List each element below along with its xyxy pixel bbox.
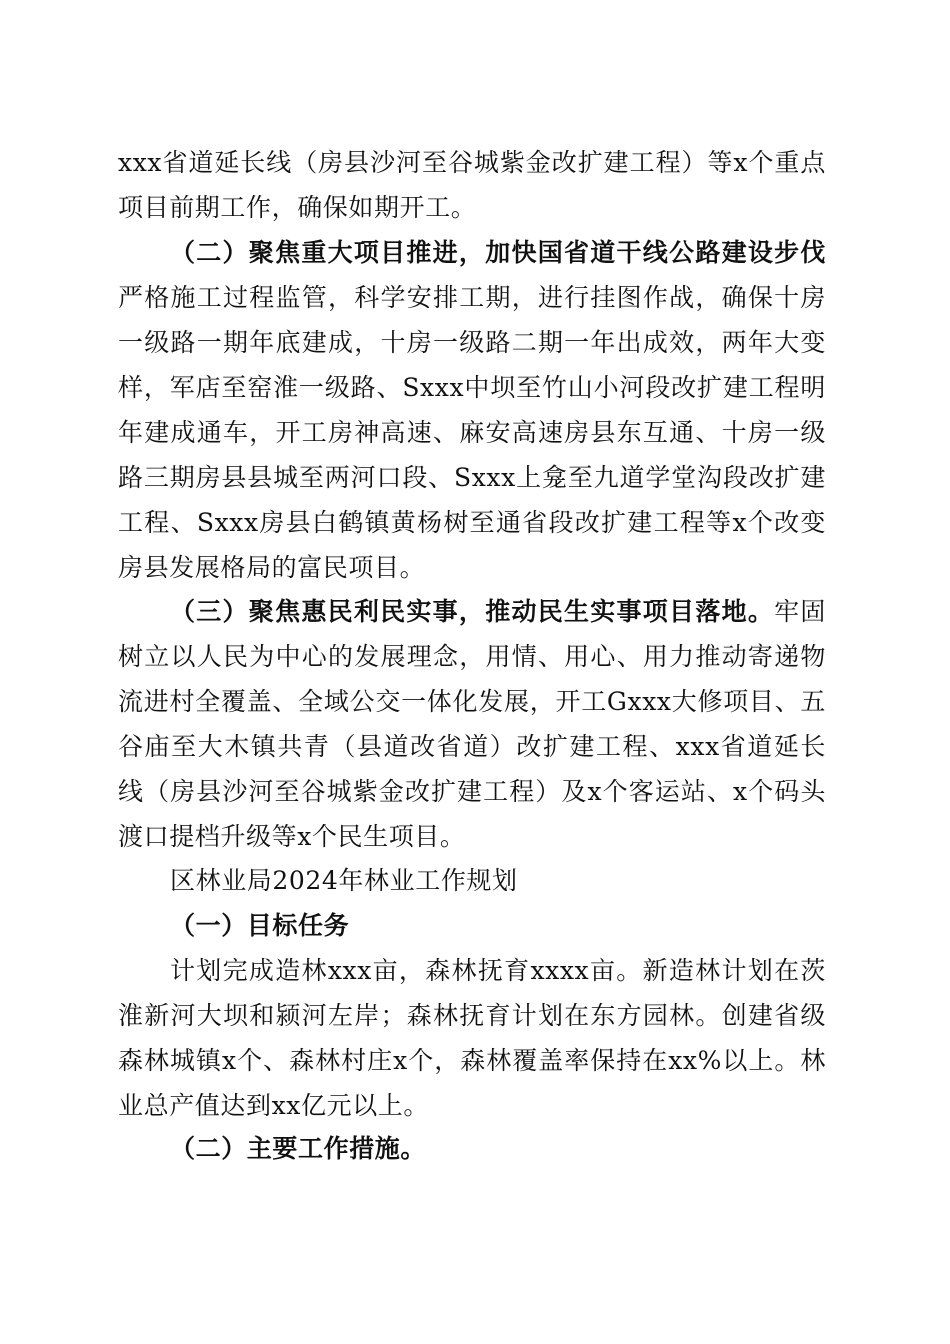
section-two (118, 230, 826, 590)
paragraph-text: 牢固树立以人民为中心的发展理念，用情、用心、用力推动寄递物流进村全覆盖、全域公交一体化发展，开工Gxxx大修项目、五谷庙至大木镇共青（县道改省道）改扩建工程、xxx省道延长线（房县沙河至谷城紫金改扩建工程）及x个客运站、x个码头渡口提档升级等x个民生项目。 (118, 597, 826, 851)
paragraph-text: 计划完成造林xxx亩，森林抚育xxxx亩。新造林计划在茨淮新河大坝和颍河左岸；森林抚育计划在东方园林。创建省级森林城镇x个、森林村庄x个，森林覆盖率保持在xx%以上。林业总产值达到xx亿元以上。 (118, 956, 826, 1120)
section-heading: （二）主要工作措施。 (170, 1134, 427, 1163)
document-body (118, 140, 826, 230)
plan-title (118, 858, 826, 903)
paragraph-text: 区林业局2024年林业工作规划 (170, 866, 518, 895)
section-heading: （二）聚焦重大项目推进，加快国省道干线公路建设步伐 (170, 238, 826, 267)
paragraph-section-two (118, 230, 826, 590)
paragraph-goals (118, 948, 826, 1128)
section-heading: （一）目标任务 (170, 911, 350, 940)
measures-heading-block (118, 1126, 826, 1171)
paragraph-section-three (118, 589, 826, 859)
goals-heading (118, 903, 826, 948)
goals-block (118, 948, 826, 1128)
paragraph-continuation (118, 140, 826, 230)
paragraph-text: xxx省道延长线（房县沙河至谷城紫金改扩建工程）等x个重点项目前期工作，确保如期开工。 (118, 148, 826, 222)
section-three (118, 589, 826, 859)
section-heading: （三）聚焦惠民利民实事，推动民生实事项目落地。 (170, 597, 775, 626)
measures-heading (118, 1126, 826, 1171)
paragraph-text: 严格施工过程监管，科学安排工期，进行挂图作战，确保十房一级路一期年底建成，十房一级路二期一年出成效，两年大变样，军店至窑淮一级路、Sxxx中坝至竹山小河段改扩建工程明年建成通车，开工房神高速、麻安高速房县东互通、十房一级路三期房县县城至两河口段、Sxxx上龛至九道学堂沟段改扩建工程、Sxxx房县白鹤镇黄杨树至通省段改扩建工程等x个改变房县发展格局的富民项目。 (118, 283, 826, 582)
goals-heading-block (118, 903, 826, 948)
plan-title-block (118, 858, 826, 903)
